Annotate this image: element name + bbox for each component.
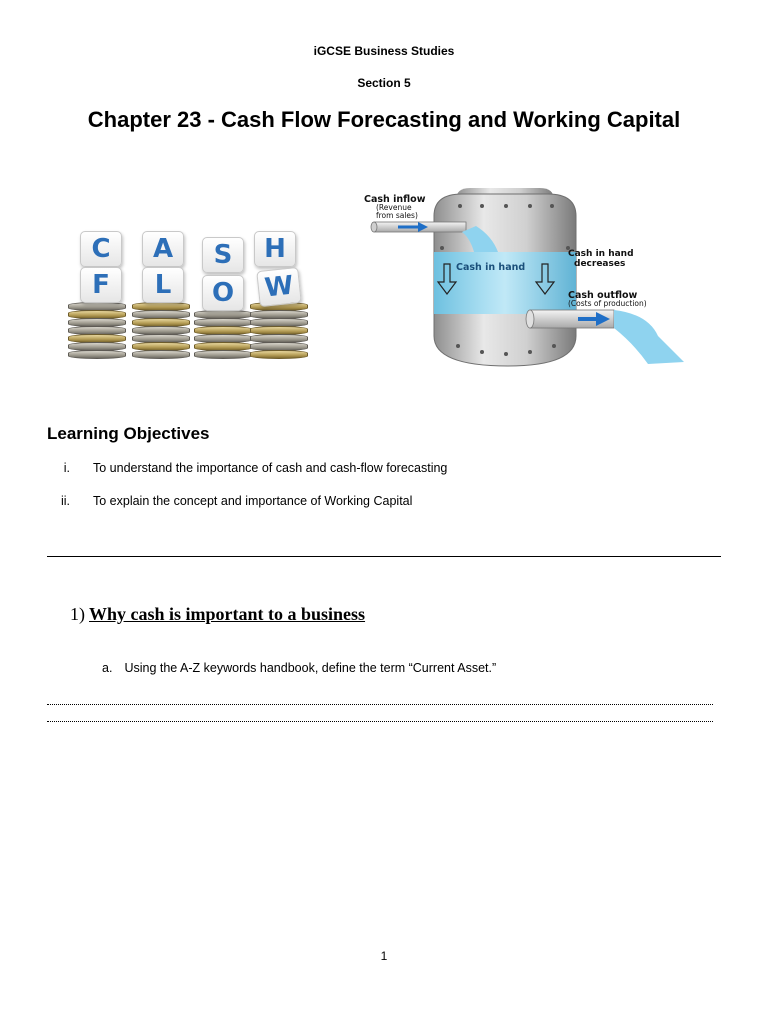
learning-objectives-heading: Learning Objectives — [47, 424, 210, 443]
coin-stack — [194, 311, 252, 359]
section-label: Section 5 — [357, 76, 411, 90]
chapter-title: Chapter 23 - Cash Flow Forecasting and Working Capital — [87, 107, 681, 132]
question-text: Using the A-Z keywords handbook, define the term “Current Asset.” — [124, 661, 497, 675]
outflow-sublabel: (Costs of production) — [568, 299, 647, 308]
section-number: 1) — [70, 604, 85, 624]
cash-flow-tank-diagram — [358, 186, 698, 370]
inflow-label: Cash inflow — [364, 194, 426, 205]
cash-flow-cubes-image — [68, 229, 308, 359]
answer-line[interactable] — [47, 721, 713, 722]
inflow-sublabel: (Revenue — [376, 203, 412, 212]
outflow-water — [614, 310, 684, 364]
objective-number: i. — [63, 461, 70, 475]
divider-line — [47, 556, 721, 557]
decrease-label: Cash in hand — [568, 249, 634, 259]
section-heading — [70, 604, 365, 625]
coin-stack — [68, 303, 126, 359]
question-item — [102, 661, 496, 675]
letter-cube: L — [142, 267, 184, 303]
decrease-label: decreases — [574, 259, 626, 269]
letter-cube: C — [80, 231, 122, 267]
objective-item — [0, 494, 768, 512]
coin-stack — [132, 303, 190, 359]
inflow-sublabel: from sales) — [376, 211, 418, 220]
objective-text: To explain the concept and importance of Working Capital — [93, 494, 413, 508]
course-name: iGCSE Business Studies — [313, 44, 455, 58]
objective-number: ii. — [60, 494, 70, 508]
letter-cube: A — [142, 231, 184, 267]
outflow-label: Cash outflow — [568, 290, 638, 301]
letter-cube: F — [80, 267, 122, 303]
page-number: 1 — [380, 949, 388, 963]
letter-cube: W — [256, 267, 302, 307]
objective-text: To understand the importance of cash and cash-flow forecasting — [93, 461, 448, 475]
letter-cube: O — [202, 275, 244, 311]
answer-line[interactable] — [47, 704, 713, 705]
tank-label: Cash in hand — [456, 262, 526, 273]
coin-stack — [250, 303, 308, 359]
objective-item — [0, 461, 768, 479]
section-title: Why cash is important to a business — [89, 604, 366, 624]
letter-cube: H — [254, 231, 296, 267]
letter-cube: S — [202, 237, 244, 273]
question-letter: a. — [102, 661, 113, 675]
